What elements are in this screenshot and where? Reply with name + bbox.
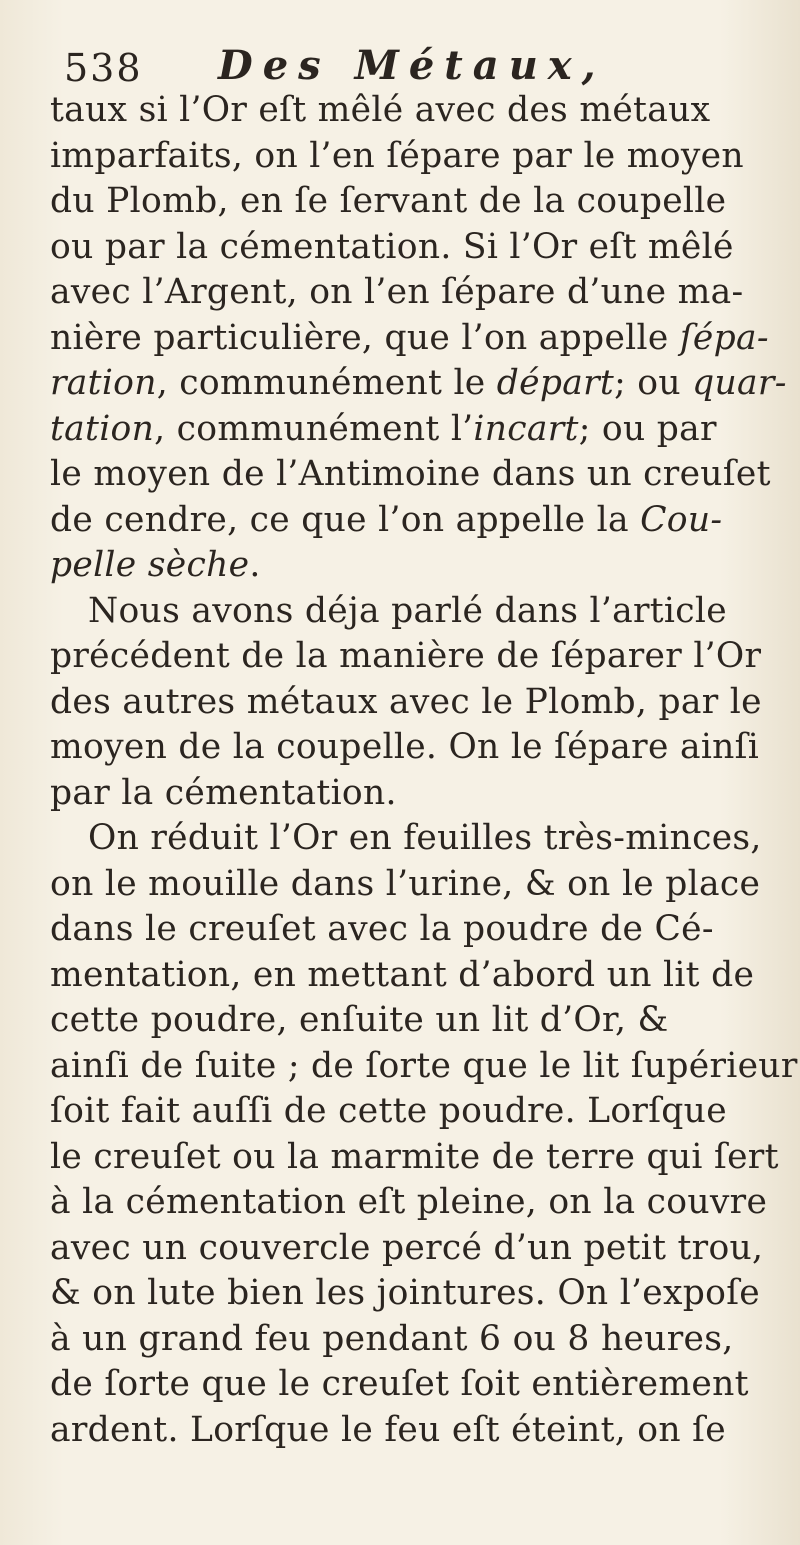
text-line: le creuſet ou la marmite de terre qui ſert [50, 1136, 779, 1177]
text-line: nière particulière, que l’on appelle ſépa- [50, 317, 769, 358]
italic-term: incart [473, 408, 579, 449]
text-line: dans le creuſet avec la poudre de Cé- [50, 909, 714, 949]
text-line: des autres métaux avec le Plomb, par le [50, 681, 762, 722]
text-line: ardent. Lorſque le feu eſt éteint, on ſe [50, 1409, 726, 1450]
text-line: à la cémentation eſt pleine, on la couvre [50, 1182, 768, 1222]
text-line: ration, communément le départ; ou quar- [50, 363, 787, 403]
text-line: ou par la cémentation. Si l’Or eſt mêlé [50, 226, 734, 267]
text-line: moyen de la coupelle. On le ſépare ainſi [50, 727, 760, 767]
text-line: avec un couvercle percé d’un petit trou, [50, 1227, 764, 1268]
text-line: du Plomb, en ſe ſervant de la coupelle [50, 181, 727, 221]
italic-term: départ [496, 363, 615, 403]
text-line: taux si l’Or eſt mêlé avec des métaux [50, 90, 711, 130]
text-line: on le mouille dans l’urine, & on le place [50, 863, 761, 904]
text-line: On réduit l’Or en feuilles très-minces, [88, 818, 762, 858]
text-line: précédent de la manière de ſéparer l’Or [50, 636, 762, 676]
italic-term: pelle sèche [50, 545, 250, 585]
italic-term: tation [50, 408, 155, 449]
text-line: Nous avons déja parlé dans l’article [88, 590, 727, 631]
page-header [50, 40, 750, 90]
italic-term: quar- [692, 363, 787, 403]
italic-term: ſépa- [679, 317, 769, 358]
text-line: le moyen de l’Antimoine dans un creuſet [50, 454, 771, 494]
text-line: ſoit fait auſſi de cette poudre. Lorſque [50, 1091, 727, 1131]
text-line: avec l’Argent, on l’en ſépare d’une ma- [50, 272, 744, 312]
text-line: cette poudre, enſuite un lit d’Or, & [50, 1000, 669, 1040]
text-line: pelle sèche. [50, 545, 261, 585]
text-line: & on lute bien les jointures. On l’expoſe [50, 1273, 761, 1313]
text-line: ainſi de ſuite ; de ſorte que le lit ſupérieur [50, 1045, 798, 1086]
text-line: de ſorte que le creuſet ſoit entièrement [50, 1364, 749, 1404]
text-line: à un grand feu pendant 6 ou 8 heures, [50, 1318, 734, 1359]
page-number: 538 [64, 46, 143, 90]
text-line: imparfaits, on l’en ſépare par le moyen [50, 135, 744, 176]
text-line: tation, communément l’incart; ou par [50, 408, 717, 449]
body-text [50, 88, 798, 1453]
text-line: mentation, en mettant d’abord un lit de [50, 954, 755, 995]
text-line: de cendre, ce que l’on appelle la Cou- [50, 499, 723, 540]
italic-term: ration [50, 363, 157, 403]
running-title: Des Métaux, [218, 42, 606, 89]
text-line: par la cémentation. [50, 772, 397, 813]
italic-term: Cou- [640, 499, 723, 540]
